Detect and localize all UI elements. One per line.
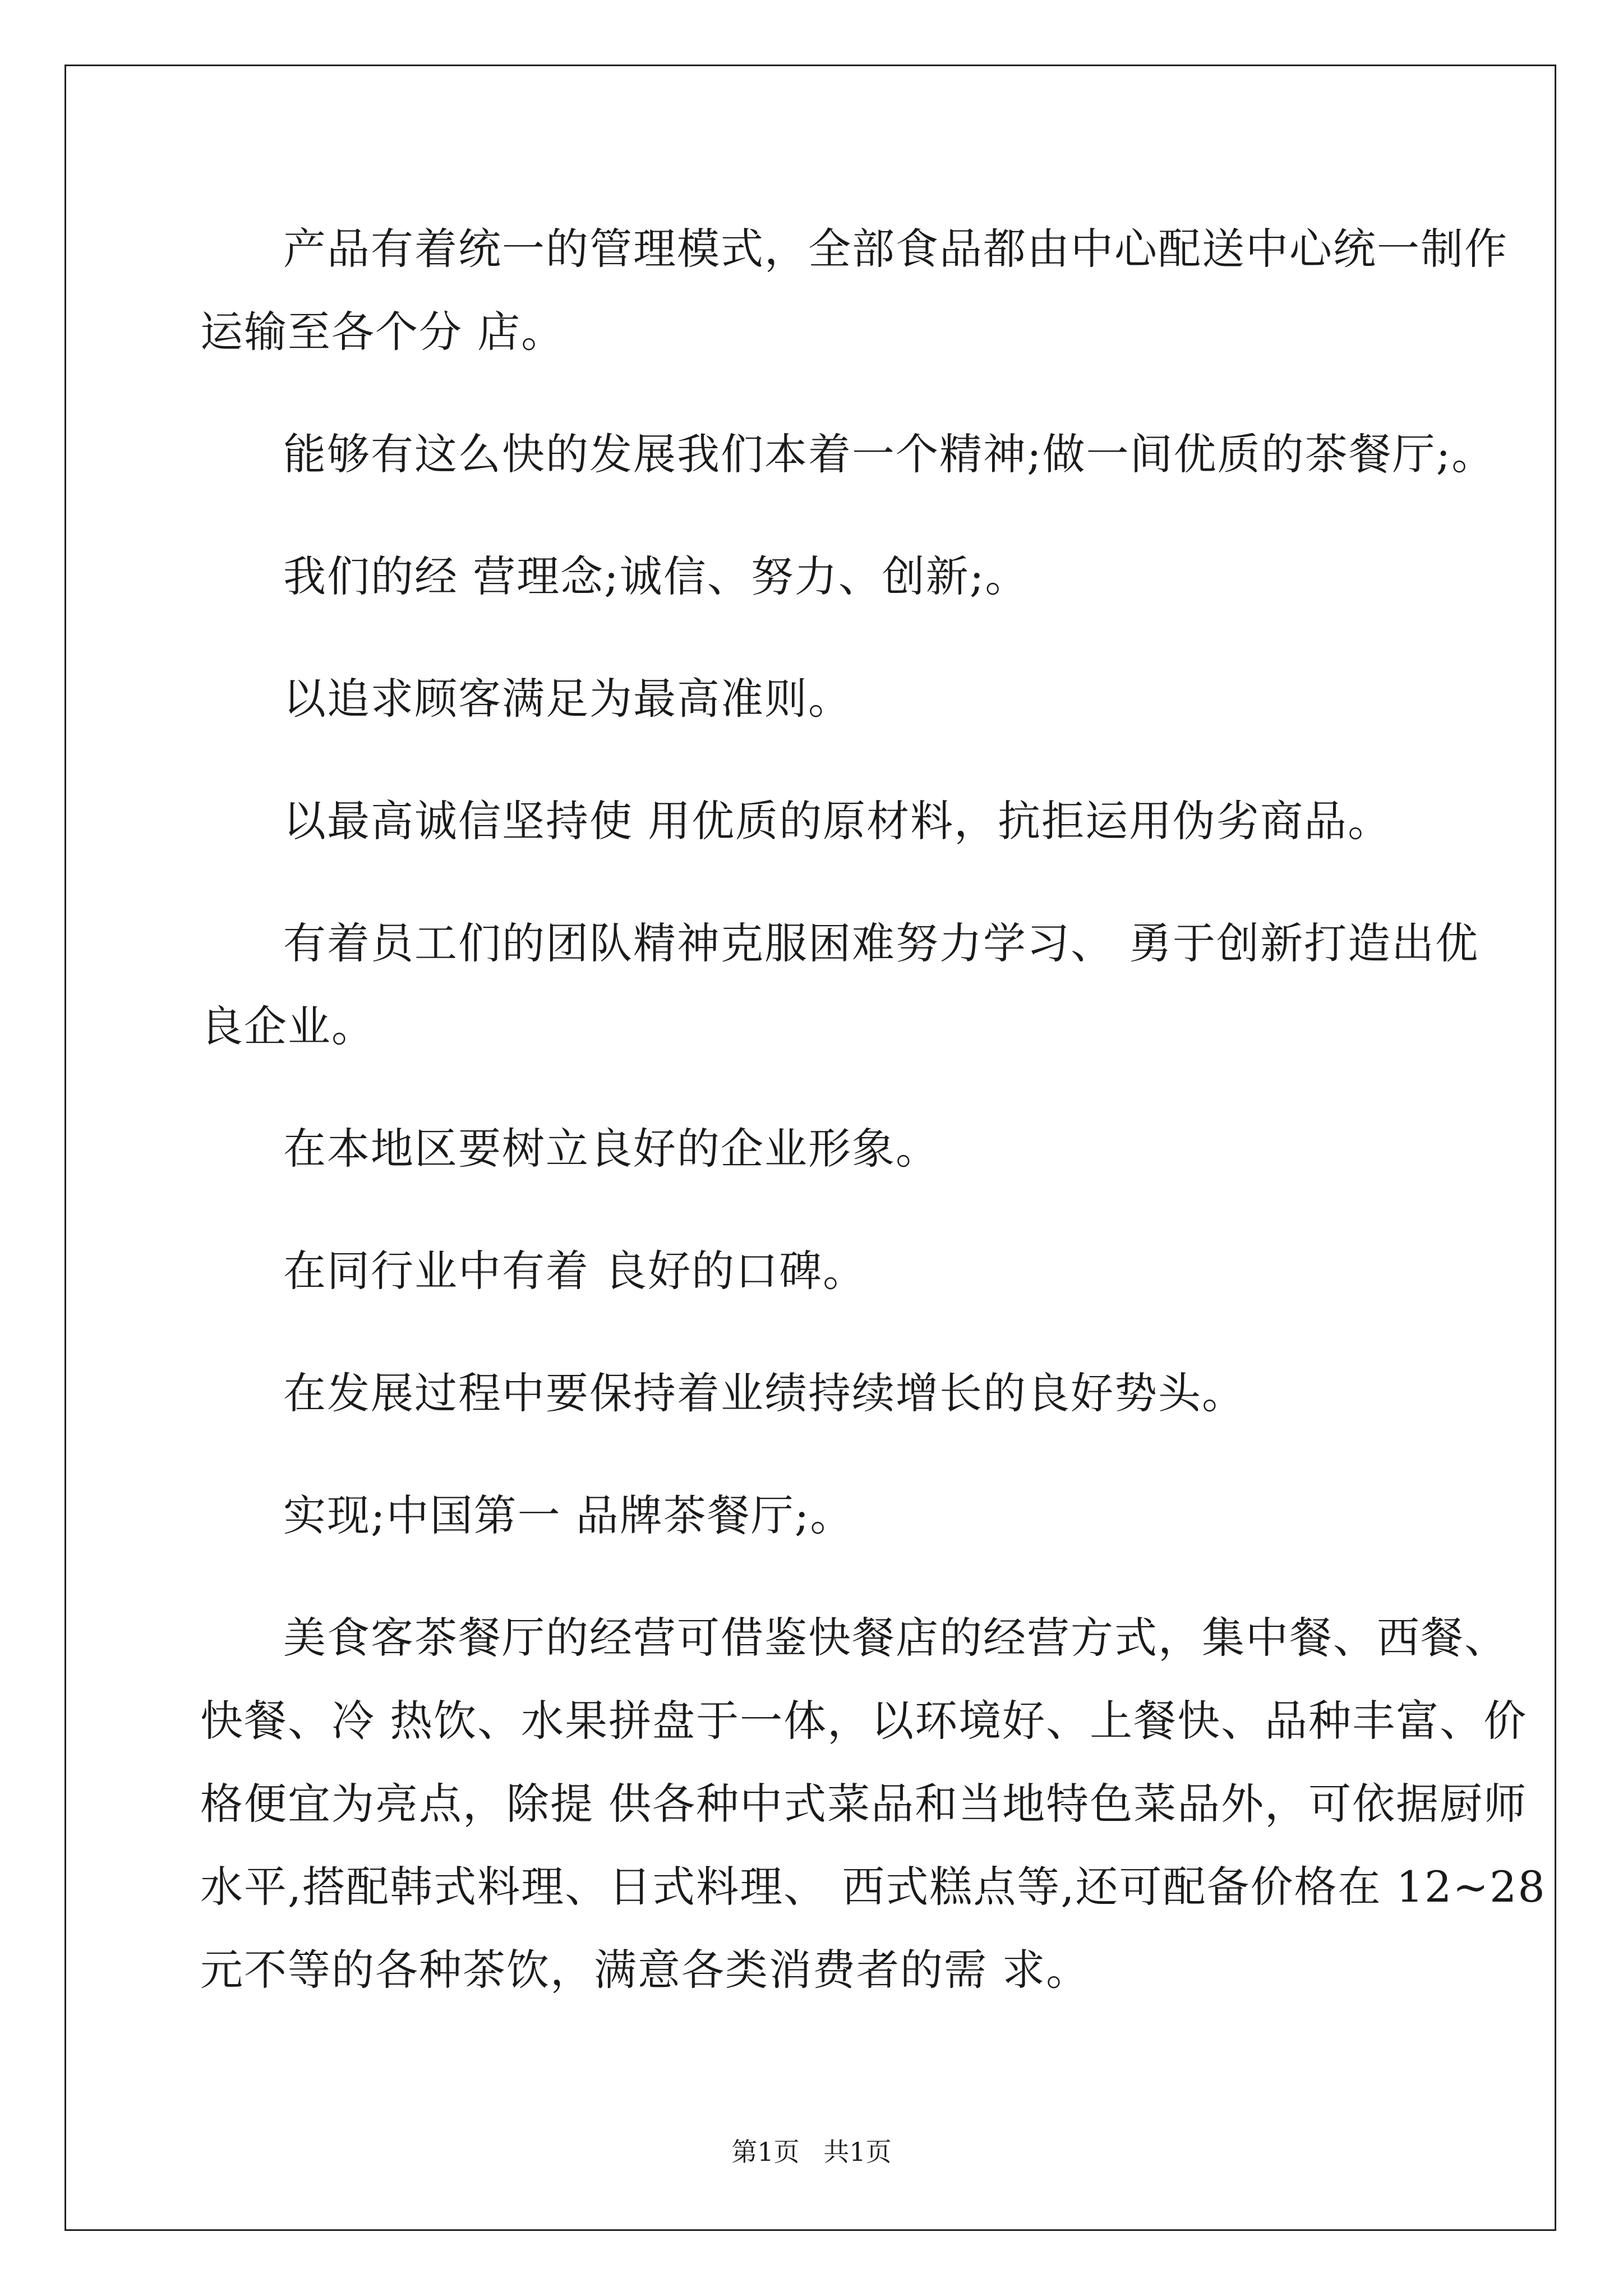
paragraph: [200, 535, 1428, 618]
text-line: 美食客茶餐厅的经营可借鉴快餐店的经营方式，集中餐、西餐、: [283, 1613, 1508, 1663]
paragraph: [200, 1474, 1428, 1557]
text-line: 有着员工们的团队精神克服困难努力学习、 勇于创新打造出优: [283, 918, 1479, 968]
text-line: 以追求顾客满足为最高准则。: [283, 674, 852, 724]
page-number: 第1页: [731, 2137, 800, 2167]
text-line: 水平,搭配韩式料理、日式料理、 西式糕点等,还可配备价格在 12~28: [200, 1862, 1546, 1912]
text-line: 良企业。: [200, 1001, 375, 1051]
text-line: 在本地区要树立良好的企业形象。: [283, 1124, 939, 1174]
text-line: 在发展过程中要保持着业绩持续增长的良好势头。: [283, 1368, 1246, 1418]
text-line: 能够有这么快的发展我们本着一个精神;做一间优质的茶餐厅;。: [283, 429, 1496, 479]
paragraph: [200, 413, 1496, 496]
text-line: 以最高诚信坚持使 用优质的原材料，抗拒运用伪劣商品。: [283, 796, 1392, 846]
paragraph: [200, 1596, 1546, 2012]
page-footer: [0, 2132, 1623, 2169]
paragraph: [200, 1107, 1428, 1190]
page-count: 共1页: [823, 2137, 892, 2167]
text-line: 在同行业中有着 良好的口碑。: [283, 1246, 867, 1296]
paragraph: [200, 208, 1508, 374]
text-line: 产品有着统一的管理模式，全部食品都由中心配送中心统一制作: [283, 224, 1508, 274]
paragraph: [200, 780, 1428, 863]
text-line: 实现;中国第一 品牌茶餐厅;。: [283, 1490, 854, 1540]
text-line: 格便宜为亮点，除提 供各种中式菜品和当地特色菜品外，可依据厨师: [200, 1779, 1528, 1829]
text-line: 运输至各个分 店。: [200, 307, 565, 357]
paragraph: [200, 657, 1428, 740]
text-line: 我们的经 营理念;诚信、努力、创新;。: [283, 551, 1029, 601]
text-line: 元不等的各种茶饮，满意各类消费者的需 求。: [200, 1945, 1090, 1995]
paragraph: [200, 1352, 1428, 1435]
paragraph: [200, 902, 1479, 1068]
paragraph: [200, 1230, 1428, 1313]
text-line: 快餐、冷 热饮、水果拼盘于一体，以环境好、上餐快、品种丰富、价: [200, 1696, 1528, 1746]
document-body: [200, 208, 1546, 2051]
